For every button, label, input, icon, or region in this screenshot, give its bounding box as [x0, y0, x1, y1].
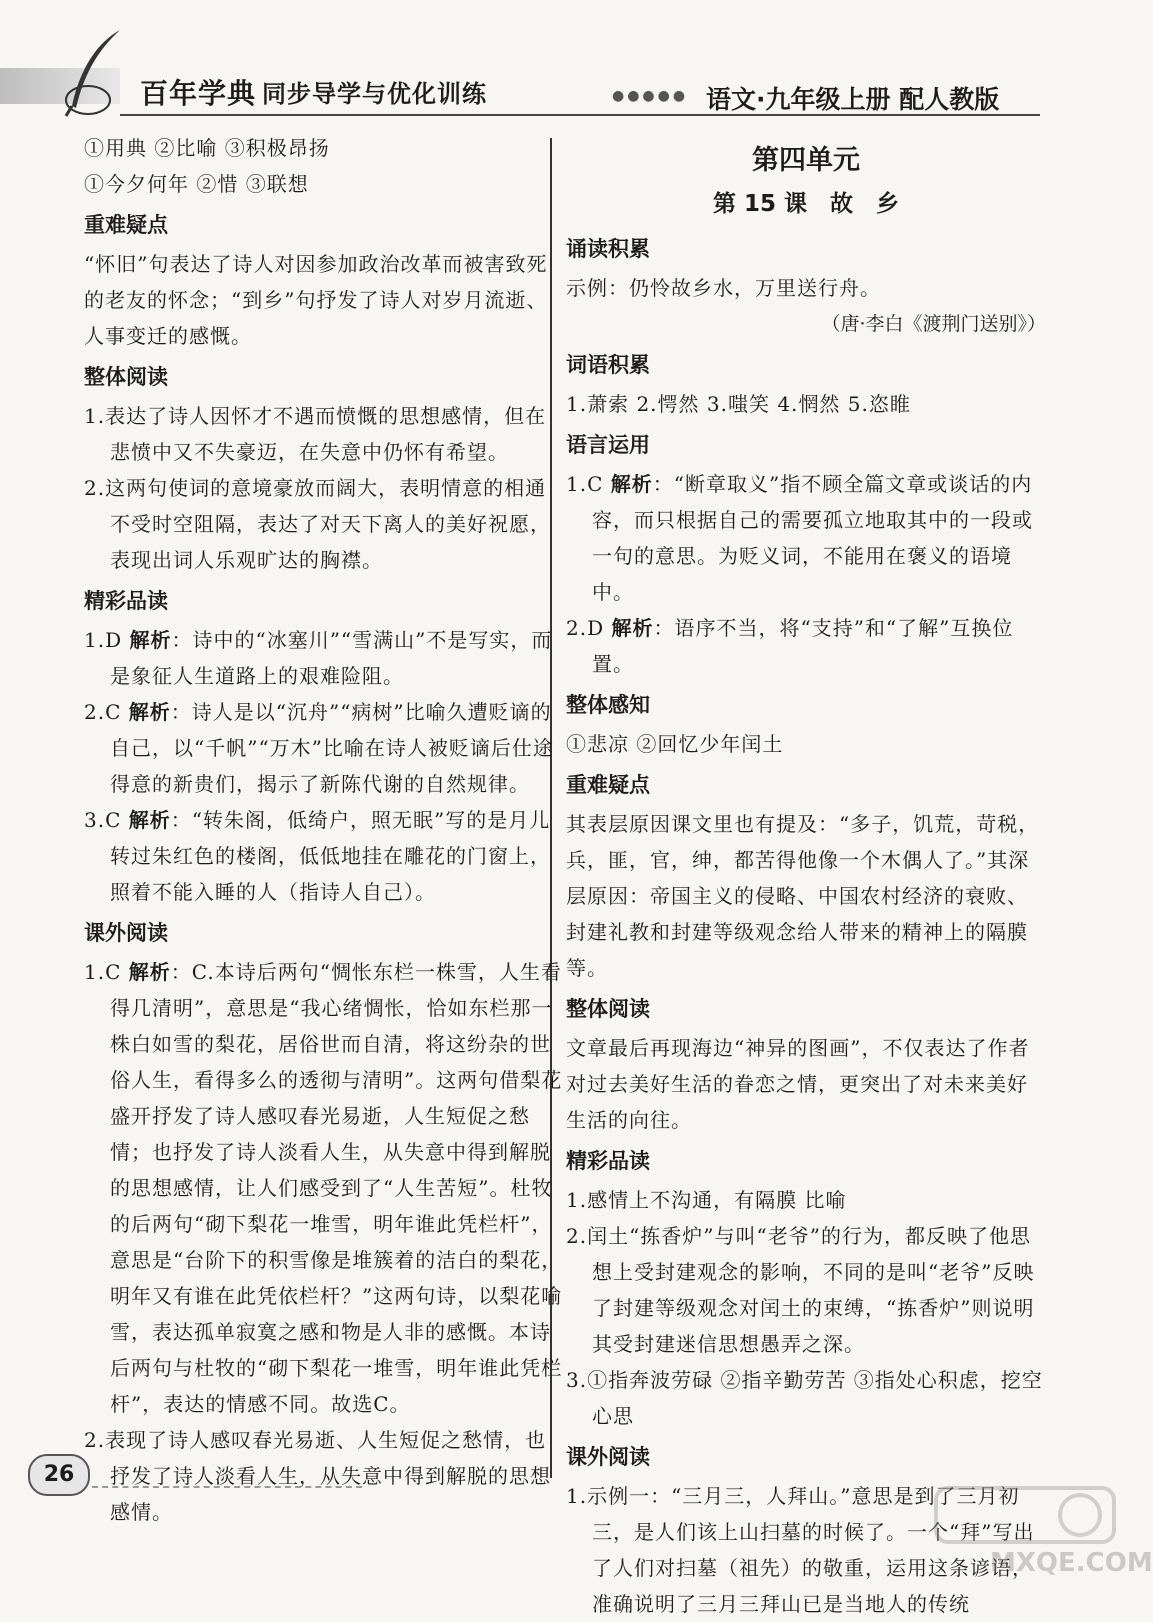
header-dots: ●●●●● — [612, 88, 689, 104]
answer-item: 1.示例一：“三月三，人拜山。”意思是到了三月初三，是人们该上山扫墓的时候了。一个“拜”写出了人们对扫墓（祖先）的敬重，运用这条谚语，准确说明了三月三拜山已是当地人的传统 — [566, 1484, 1035, 1616]
answer-item — [84, 622, 564, 694]
poem-source: （唐·李白《渡荆门送别》） — [821, 313, 1046, 335]
answer-paragraph: ①悲凉 ②回忆少年闰土 — [566, 732, 784, 756]
section-title: 整体阅读 — [566, 997, 650, 1021]
footer-rule — [92, 1486, 362, 1488]
section-title: 重难疑点 — [84, 213, 168, 237]
answer-item — [566, 466, 1046, 610]
answer-choice: 1.C — [84, 960, 122, 984]
answer-item: 2.这两句使词的意境豪放而阔大，表明情意的相通不受时空阻隔，表达了对天下离人的美好祝愿，表现出词人乐观旷达的胸襟。 — [84, 476, 551, 572]
analysis-text: ：语序不当，将“支持”和“了解”互换位置。 — [592, 616, 1014, 676]
answer-choice: 2.C — [84, 700, 122, 724]
answer-item: 2.闰土“拣香炉”与叫“老爷”的行为，都反映了他思想上受封建观念的影响，不同的是叫“老爷”反映了封建等级观念对闰土的束缚，“拣香炉”则说明其受封建迷信思想愚弄之深。 — [566, 1224, 1035, 1356]
analysis-label: 解析 — [611, 616, 654, 640]
analysis-label: 解析 — [129, 628, 172, 652]
watermark-url: MXQE.COM — [990, 1548, 1153, 1578]
answer-item: 1.表达了诗人因怀才不遇而愤慨的思想感情，但在悲愤中又不失豪迈，在失意中仍怀有希望。 — [84, 404, 547, 464]
page-number: 26 — [28, 1454, 90, 1496]
answer-paragraph: “怀旧”句表达了诗人对因参加政治改革而被害致死的老友的怀念；“到乡”句抒发了诗人对岁月流逝、人事变迁的感慨。 — [84, 252, 548, 348]
section-title: 精彩品读 — [84, 589, 168, 613]
analysis-text: ：诗人是以“沉舟”“病树”比喻久遭贬谪的自己，以“千帆”“万木”比喻在诗人被贬谪后仕途得意的新贵们，揭示了新陈代谢的自然规律。 — [110, 700, 554, 796]
analysis-text: ：“转朱阁，低绮户，照无眠”写的是月儿转过朱红色的楼阁，低低地挂在雕花的门窗上，照着不能入睡的人（指诗人自己）。 — [110, 808, 551, 904]
answer-choice: 1.C — [566, 472, 604, 496]
book-title: 百年学典 — [140, 77, 257, 110]
left-column — [84, 130, 564, 1530]
book-subject: 语文·九年级上册 配人教版 — [706, 85, 1000, 114]
analysis-label: 解析 — [128, 960, 171, 984]
answer-item — [84, 954, 564, 1422]
answer-paragraph: 示例：仍怜故乡水，万里送行舟。 — [566, 276, 881, 300]
section-title: 课外阅读 — [84, 921, 168, 945]
header-rule — [120, 114, 1040, 116]
analysis-label: 解析 — [610, 472, 653, 496]
analysis-label: 解析 — [128, 808, 171, 832]
unit-title: 第四单元 — [752, 145, 860, 176]
section-title: 课外阅读 — [566, 1445, 650, 1469]
section-title: 语言运用 — [566, 433, 650, 457]
answer-line: ①用典 ②比喻 ③积极昂扬 — [84, 136, 330, 160]
answer-line: ①今夕何年 ②惜 ③联想 — [84, 172, 309, 196]
answer-item — [566, 610, 1046, 682]
feather-quill-icon — [58, 28, 128, 118]
answer-item: 1.感情上不沟通，有隔膜 比喻 — [566, 1188, 847, 1212]
answer-paragraph: 1.萧索 2.愕然 3.嗤笑 4.惘然 5.恣睢 — [566, 392, 911, 416]
page-header — [0, 0, 1135, 130]
answer-paragraph: 文章最后再现海边“神异的图画”，不仅表达了作者对过去美好生活的眷恋之情，更突出了对未来美好生活的向往。 — [566, 1036, 1030, 1132]
book-subtitle: 同步导学与优化训练 — [262, 80, 487, 108]
analysis-label: 解析 — [128, 700, 171, 724]
answer-choice: 3.C — [84, 808, 122, 832]
watermark-stamp-icon — [930, 1482, 1120, 1548]
answer-item — [84, 694, 564, 802]
answer-item: 2.表现了诗人感叹春光易逝、人生短促之愁情，也抒发了诗人淡看人生，从失意中得到解脱的思想感情。 — [84, 1428, 551, 1524]
analysis-text: ：“断章取义”指不顾全篇文章或谈话的内容，而只根据自己的需要孤立地取其中的一段或一句的意思。为贬义词，不能用在褒义的语境中。 — [592, 472, 1033, 604]
section-title: 诵读积累 — [566, 237, 650, 261]
analysis-text: ：诗中的“冰塞川”“雪满山”不是写实，而是象征人生道路上的艰难险阻。 — [110, 628, 553, 688]
answer-item — [84, 802, 564, 910]
analysis-text: ：C.本诗后两句“惆怅东栏一株雪，人生看得几清明”，意思是“我心绪惆怅，恰如东栏那一株白如雪的梨花，居俗世而自清，将这纷杂的世俗人生，看得多么的透彻与清明”。这两句借梨花盛开抒发了诗人感叹春光易逝，人生短促之愁情；也抒发了诗人淡看人生，从失意中得到解脱的思想感情，让人们感受到了“人生苦短”。杜牧的后两句“砌下梨花一堆雪，明年谁此凭栏杆”，意思是“台阶下的积雪像是堆簇着的洁白的梨花，明年又有谁在此凭依栏杆？”这两句诗，以梨花喻雪，表达孤单寂寞之感和物是人非的感慨。本诗后两句与杜牧的“砌下梨花一堆雪，明年谁此凭栏杆”，表达的情感不同。故选C。 — [110, 960, 563, 1416]
section-title: 精彩品读 — [566, 1149, 650, 1173]
right-column — [566, 130, 1046, 1622]
section-title: 重难疑点 — [566, 773, 650, 797]
answer-item: 3.①指奔波劳碌 ②指辛勤劳苦 ③指处心积虑，挖空心思 — [566, 1368, 1043, 1428]
watermark-logo — [930, 1482, 1153, 1582]
answer-choice: 1.D — [84, 628, 123, 652]
section-title: 整体感知 — [566, 693, 650, 717]
section-title: 词语积累 — [566, 353, 650, 377]
lesson-title: 第 15 课 故 乡 — [712, 191, 900, 217]
answer-choice: 2.D — [566, 616, 605, 640]
section-title: 整体阅读 — [84, 365, 168, 389]
answer-paragraph: 其表层原因课文里也有提及：“多子，饥荒，苛税，兵，匪，官，绅，都苦得他像一个木偶人了。”其深层原因：帝国主义的侵略、中国农村经济的衰败、封建礼教和封建等级观念给人带来的精神上的隔膜等。 — [566, 812, 1040, 980]
